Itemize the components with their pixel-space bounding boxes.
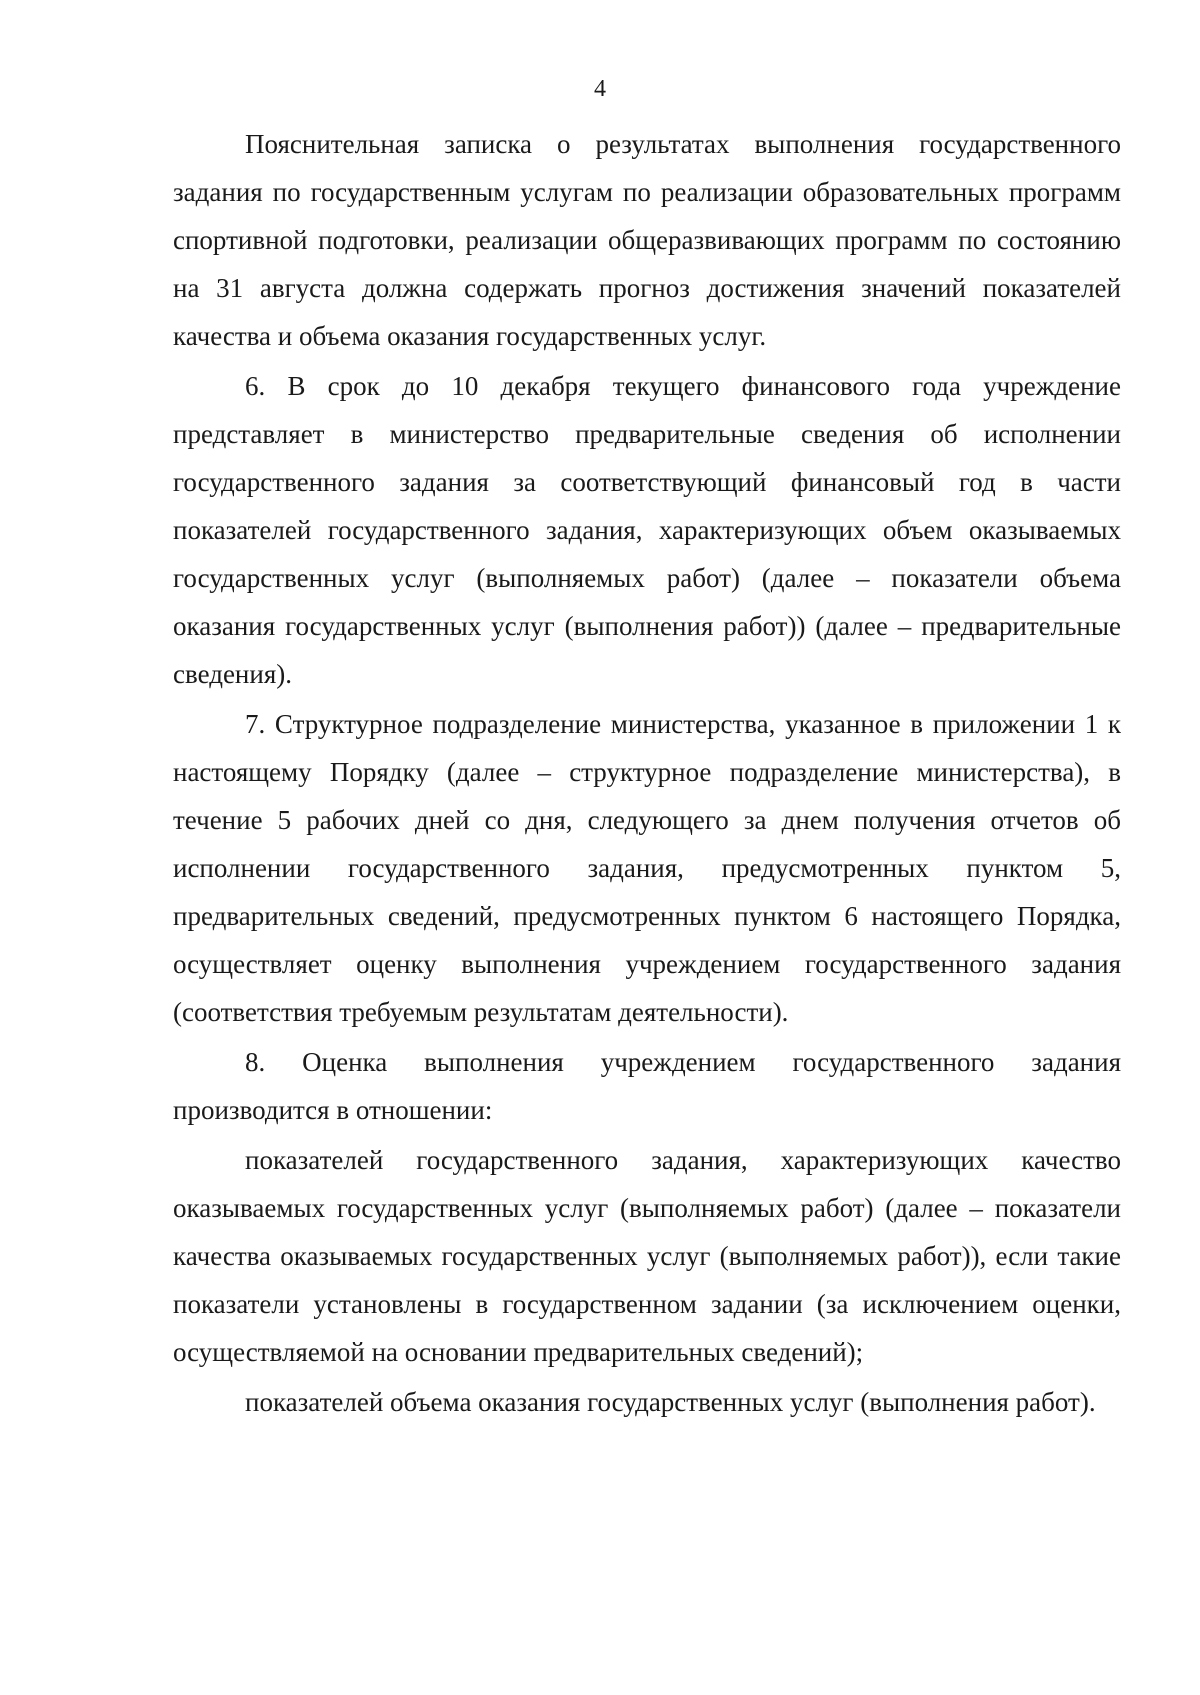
paragraph-explanatory-note: Пояснительная записка о результатах выполнения государственного задания по государственным услугам по реализации образовательных программ спортивной подготовки, реализации общеразвивающих программ по состоянию на 31 августа должна содержать прогноз достижения значений показателей качества и объема оказания государственных услуг. — [173, 129, 1121, 351]
paragraph-item-6: 6. В срок до 10 декабря текущего финансового года учреждение представляет в министерство предварительные сведения об исполнении государственного задания за соответствующий финансовый год в части показателей государственного задания, характеризующих объем оказываемых государственных услуг (выполняемых работ) (далее – показатели объема оказания государственных услуг (выполнения работ)) (далее – предварительные сведения). — [173, 371, 1121, 689]
page-number: 4 — [594, 76, 606, 102]
document-body — [173, 120, 1121, 1426]
paragraph-quality-indicators: показателей государственного задания, характеризующих качество оказываемых государственных услуг (выполняемых работ) (далее – показатели качества оказываемых государственных услуг (выполняемых работ)), если такие показатели установлены в государственном задании (за исключением оценки, осуществляемой на основании предварительных сведений); — [173, 1145, 1121, 1367]
paragraph-item-8: 8. Оценка выполнения учреждением государственного задания производится в отношении: — [173, 1047, 1121, 1125]
paragraph-volume-indicators: показателей объема оказания государственных услуг (выполнения работ). — [245, 1387, 1096, 1417]
paragraph-item-7: 7. Структурное подразделение министерства, указанное в приложении 1 к настоящему Порядку (далее – структурное подразделение министерства), в течение 5 рабочих дней со дня, следующего за днем получения отчетов об исполнении государственного задания, предусмотренных пунктом 5, предварительных сведений, предусмотренных пунктом 6 настоящего Порядка, осуществляет оценку выполнения учреждением государственного задания (соответствия требуемым результатам деятельности). — [173, 709, 1121, 1027]
